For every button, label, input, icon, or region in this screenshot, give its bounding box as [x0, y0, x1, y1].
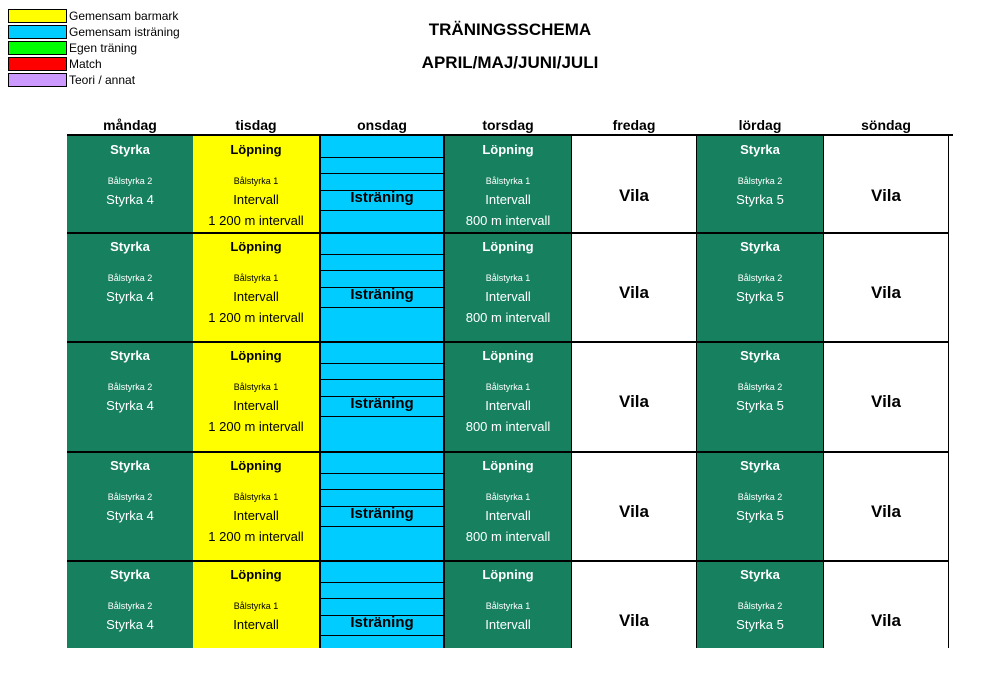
ice-row-line: [321, 582, 443, 583]
ice-row-line: [321, 173, 443, 174]
core-strength-label: Bålstyrka 1: [233, 492, 279, 502]
week-divider: [697, 232, 823, 234]
legend-item-teori: [8, 72, 180, 88]
column-onsdag: [319, 136, 445, 648]
rest-label: Vila: [871, 283, 901, 302]
rest-label: Vila: [871, 611, 901, 630]
legend-item-match: [8, 56, 180, 72]
page-subtitle: APRIL/MAJ/JUNI/JULI: [421, 53, 599, 72]
core-strength-label: Bålstyrka 2: [737, 273, 783, 283]
activity-main: Intervall: [485, 192, 531, 207]
rest-label: Vila: [619, 186, 649, 205]
ice-row-line: [321, 307, 443, 308]
rest-label: Vila: [871, 502, 901, 521]
activity-title: Löpning: [482, 142, 534, 157]
activity-title: Styrka: [110, 567, 150, 582]
activity-main: Intervall: [233, 617, 279, 632]
ice-training-label: Isträning: [350, 395, 414, 412]
week-divider: [824, 341, 948, 343]
legend-swatch-yellow: [8, 9, 67, 23]
activity-main: Intervall: [485, 617, 531, 632]
rest-label: Vila: [871, 186, 901, 205]
core-strength-label: Bålstyrka 1: [485, 492, 531, 502]
core-strength-label: Bålstyrka 2: [107, 601, 153, 611]
activity-main: Styrka 5: [736, 508, 784, 523]
activity-title: Löpning: [482, 567, 534, 582]
week-divider: [321, 451, 443, 453]
core-strength-label: Bålstyrka 2: [737, 382, 783, 392]
week-divider: [321, 560, 443, 562]
activity-main: Styrka 4: [106, 192, 154, 207]
ice-row-line: [321, 416, 443, 417]
activity-title: Styrka: [740, 348, 780, 363]
column-sondag: [823, 136, 949, 648]
day-header: fredag: [612, 117, 656, 133]
ice-row-line: [321, 526, 443, 527]
legend-swatch-red: [8, 57, 67, 71]
week-divider: [572, 451, 696, 453]
core-strength-label: Bålstyrka 1: [233, 176, 279, 186]
core-strength-label: Bålstyrka 2: [107, 273, 153, 283]
activity-title: Styrka: [740, 142, 780, 157]
activity-title: Styrka: [740, 567, 780, 582]
column-fredag: [571, 136, 697, 648]
activity-title: Styrka: [110, 458, 150, 473]
activity-main: Intervall: [233, 508, 279, 523]
core-strength-label: Bålstyrka 2: [107, 492, 153, 502]
week-divider: [193, 341, 319, 343]
activity-main: Styrka 5: [736, 617, 784, 632]
ice-row-line: [321, 379, 443, 380]
day-header: måndag: [103, 117, 157, 133]
core-strength-label: Bålstyrka 1: [233, 601, 279, 611]
rest-label: Vila: [619, 611, 649, 630]
rest-label: Vila: [871, 392, 901, 411]
column-lordag: [697, 136, 823, 648]
interval-detail: 1 200 m intervall: [208, 213, 304, 228]
column-torsdag: [445, 136, 571, 648]
legend-swatch-cyan: [8, 25, 67, 39]
week-divider: [697, 560, 823, 562]
activity-title: Styrka: [740, 239, 780, 254]
activity-title: Löpning: [230, 239, 282, 254]
week-divider: [572, 232, 696, 234]
week-divider: [193, 232, 319, 234]
interval-detail: 800 m intervall: [465, 529, 551, 544]
week-divider: [193, 451, 319, 453]
core-strength-label: Bålstyrka 2: [737, 492, 783, 502]
ice-row-line: [321, 270, 443, 271]
core-strength-label: Bålstyrka 1: [233, 273, 279, 283]
week-divider: [321, 341, 443, 343]
rest-label: Vila: [619, 502, 649, 521]
core-strength-label: Bålstyrka 2: [107, 176, 153, 186]
page-title: TRÄNINGSSCHEMA: [428, 20, 592, 39]
day-header: onsdag: [357, 117, 407, 133]
ice-row-line: [321, 157, 443, 158]
week-divider: [572, 341, 696, 343]
week-divider: [193, 560, 319, 562]
interval-detail: 1 200 m intervall: [208, 529, 304, 544]
ice-row-line: [321, 635, 443, 636]
legend-label: Gemensam isträning: [69, 25, 180, 39]
activity-main: Intervall: [485, 398, 531, 413]
core-strength-label: Bålstyrka 1: [485, 176, 531, 186]
activity-title: Styrka: [740, 458, 780, 473]
week-divider: [445, 341, 571, 343]
ice-row-line: [321, 363, 443, 364]
legend-item-barmark: [8, 8, 180, 24]
legend-label: Teori / annat: [69, 73, 136, 87]
interval-detail: 800 m intervall: [465, 213, 551, 228]
activity-main: Styrka 4: [106, 398, 154, 413]
ice-row-line: [321, 210, 443, 211]
schedule-table: [67, 117, 953, 648]
activity-main: Styrka 4: [106, 508, 154, 523]
activity-main: Styrka 5: [736, 398, 784, 413]
week-divider: [321, 232, 443, 234]
activity-title: Löpning: [230, 348, 282, 363]
legend-label: Egen träning: [69, 41, 138, 55]
day-header: tisdag: [235, 117, 277, 133]
interval-detail: 1 200 m intervall: [208, 310, 304, 325]
week-divider: [697, 341, 823, 343]
day-header: torsdag: [482, 117, 534, 133]
activity-main: Intervall: [485, 289, 531, 304]
rest-label: Vila: [619, 392, 649, 411]
week-divider: [67, 451, 193, 453]
interval-detail: 800 m intervall: [465, 419, 551, 434]
rest-label: Vila: [619, 283, 649, 302]
ice-training-label: Isträning: [350, 614, 414, 631]
week-divider: [445, 232, 571, 234]
activity-title: Styrka: [110, 142, 150, 157]
legend-label: Match: [69, 57, 102, 71]
activity-title: Löpning: [230, 458, 282, 473]
activity-main: Intervall: [485, 508, 531, 523]
ice-training-label: Isträning: [350, 189, 414, 206]
activity-title: Styrka: [110, 348, 150, 363]
legend-label: Gemensam barmark: [69, 9, 179, 23]
core-strength-label: Bålstyrka 1: [233, 382, 279, 392]
interval-detail: 1 200 m intervall: [208, 419, 304, 434]
core-strength-label: Bålstyrka 2: [107, 382, 153, 392]
core-strength-label: Bålstyrka 2: [737, 176, 783, 186]
ice-row-line: [321, 598, 443, 599]
week-divider: [67, 560, 193, 562]
legend-swatch-green: [8, 41, 67, 55]
week-divider: [445, 451, 571, 453]
activity-title: Löpning: [482, 458, 534, 473]
week-divider: [824, 232, 948, 234]
activity-title: Löpning: [230, 567, 282, 582]
legend-item-istraning: [8, 24, 180, 40]
activity-main: Intervall: [233, 398, 279, 413]
week-divider: [67, 341, 193, 343]
core-strength-label: Bålstyrka 1: [485, 601, 531, 611]
activity-main: Styrka 4: [106, 617, 154, 632]
week-divider: [824, 451, 948, 453]
week-divider: [824, 560, 948, 562]
ice-row-line: [321, 254, 443, 255]
day-header: söndag: [861, 117, 911, 133]
ice-row-line: [321, 489, 443, 490]
legend-item-egen: [8, 40, 180, 56]
activity-title: Styrka: [110, 239, 150, 254]
activity-main: Intervall: [233, 289, 279, 304]
ice-training-label: Isträning: [350, 286, 414, 303]
activity-title: Löpning: [230, 142, 282, 157]
week-divider: [445, 560, 571, 562]
activity-main: Styrka 5: [736, 192, 784, 207]
week-divider: [572, 560, 696, 562]
week-divider: [67, 232, 193, 234]
week-divider: [697, 451, 823, 453]
core-strength-label: Bålstyrka 1: [485, 273, 531, 283]
activity-title: Löpning: [482, 239, 534, 254]
activity-main: Styrka 5: [736, 289, 784, 304]
activity-main: Styrka 4: [106, 289, 154, 304]
ice-row-line: [321, 473, 443, 474]
core-strength-label: Bålstyrka 1: [485, 382, 531, 392]
legend-swatch-purple: [8, 73, 67, 87]
core-strength-label: Bålstyrka 2: [737, 601, 783, 611]
day-header: lördag: [738, 117, 782, 133]
ice-training-label: Isträning: [350, 505, 414, 522]
column-tisdag: [193, 136, 319, 648]
legend: [8, 8, 180, 88]
column-mandag: [67, 136, 193, 648]
activity-main: Intervall: [233, 192, 279, 207]
interval-detail: 800 m intervall: [465, 310, 551, 325]
activity-title: Löpning: [482, 348, 534, 363]
